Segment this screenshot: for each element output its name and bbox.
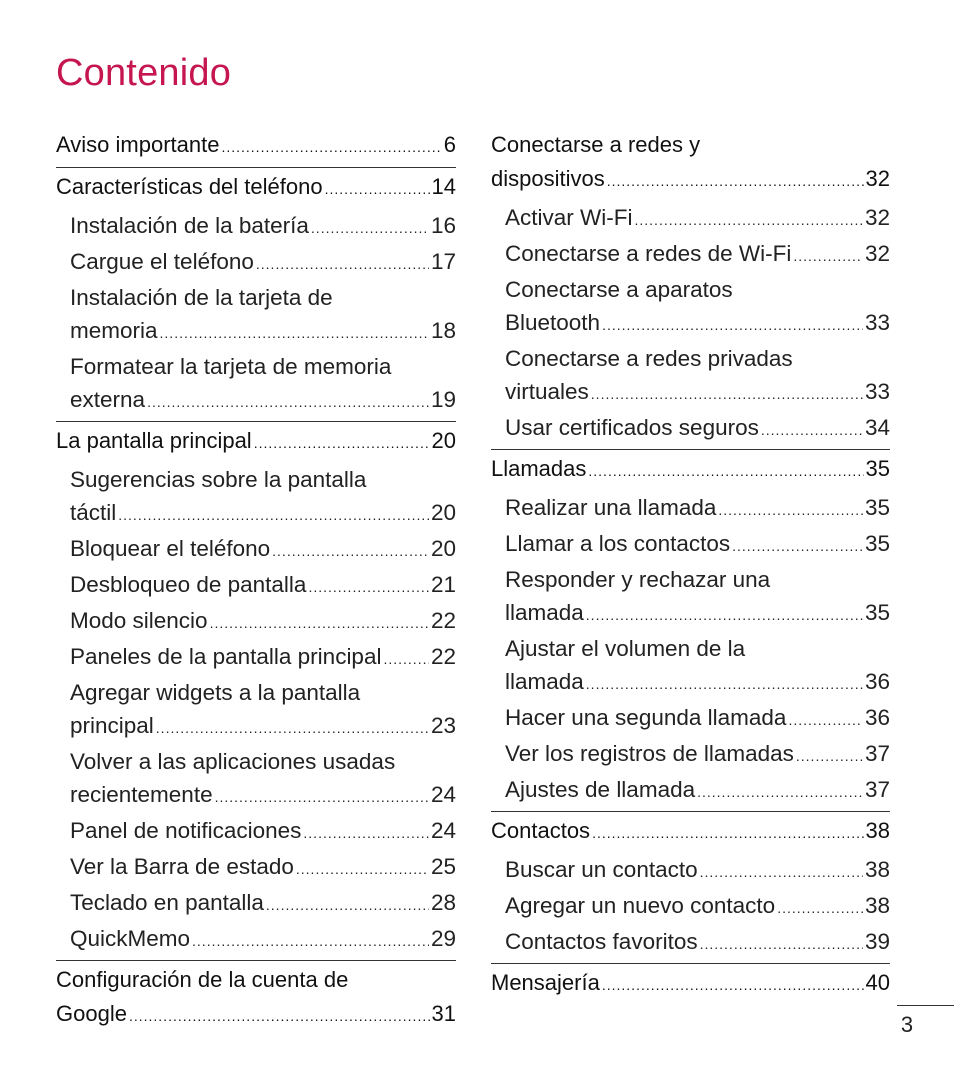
toc-entry-title: Características del teléfono (56, 174, 323, 199)
toc-section (491, 126, 890, 450)
toc-dot-leader (635, 204, 863, 237)
toc-entry[interactable] (56, 568, 456, 604)
toc-entry-title: principal (70, 713, 154, 738)
page-title: Contenido (56, 52, 232, 94)
toc-entry-title: Paneles de la pantalla principal (70, 644, 382, 669)
toc-dot-leader (311, 212, 429, 245)
toc-entry-line (505, 411, 890, 447)
toc-entry-title: Activar Wi-Fi (505, 205, 633, 230)
toc-entry-title: Aviso importante (56, 132, 220, 157)
toc-section-heading[interactable] (491, 964, 890, 1005)
toc-entry-line (505, 306, 890, 342)
toc-dot-leader (586, 599, 863, 632)
toc-entry-title: Google (56, 1001, 127, 1026)
toc-dot-leader (129, 999, 430, 1033)
toc-column-right (491, 126, 890, 1005)
toc-entry-line (491, 966, 890, 1002)
toc-dot-leader (210, 607, 429, 640)
toc-section (491, 812, 890, 964)
toc-entry-title: Llamar a los contactos (505, 531, 731, 556)
toc-section-heading[interactable] (491, 126, 890, 201)
toc-section-heading[interactable] (56, 126, 456, 167)
toc-entry-line (56, 128, 456, 164)
toc-entry[interactable] (491, 491, 890, 527)
toc-dot-leader (160, 317, 429, 350)
toc-dot-leader (697, 776, 863, 809)
toc-entry-line (505, 491, 890, 527)
toc-entry-line (70, 709, 456, 745)
toc-entry[interactable] (56, 640, 456, 676)
toc-page-number: 6 (443, 132, 456, 157)
toc-entry-line (70, 314, 456, 350)
toc-entry-title-line: Conectarse a redes y (491, 132, 701, 157)
toc-section (491, 450, 890, 812)
toc-entry-line (70, 640, 456, 676)
toc-entry-title: Usar certificados seguros (505, 415, 759, 440)
toc-entry-title: Agregar un nuevo contacto (505, 893, 776, 918)
toc-section-heading[interactable] (56, 422, 456, 463)
toc-entry-title: llamada (505, 600, 584, 625)
toc-entry[interactable] (56, 463, 456, 532)
toc-page-number: 19 (430, 387, 456, 412)
toc-entry-title: táctil (70, 500, 117, 525)
toc-dot-leader (308, 571, 429, 604)
toc-entry-line (56, 170, 456, 206)
toc-page-number: 32 (864, 241, 890, 266)
toc-entry[interactable] (491, 701, 890, 737)
toc-dot-leader (793, 240, 863, 273)
toc-entry-title-line: Ajustar el volumen de la (505, 636, 746, 661)
toc-page-number: 34 (864, 415, 890, 440)
toc-dot-leader (700, 856, 863, 889)
toc-entry-title-line: Conectarse a aparatos (505, 277, 733, 302)
toc-dot-leader (266, 889, 429, 922)
toc-entry-title: Mensajería (491, 970, 600, 995)
toc-entry-line (505, 925, 890, 961)
toc-dot-leader (215, 781, 429, 814)
toc-entry[interactable] (491, 563, 890, 632)
toc-section-heading[interactable] (56, 961, 456, 1036)
toc-dot-leader (147, 386, 429, 419)
toc-page-number: 31 (431, 1001, 456, 1026)
toc-entry[interactable] (491, 925, 890, 961)
toc-page-number: 33 (864, 310, 890, 335)
toc-page-number: 38 (864, 893, 890, 918)
toc-section-heading[interactable] (491, 450, 890, 491)
toc-entry[interactable] (491, 853, 890, 889)
toc-entry-title-line: Responder y rechazar una (505, 567, 771, 592)
toc-page-number: 32 (865, 166, 890, 191)
toc-dot-leader (700, 928, 863, 961)
toc-entry-title: Llamadas (491, 456, 587, 481)
toc-entry-title: dispositivos (491, 166, 605, 191)
toc-dot-leader (732, 530, 863, 563)
toc-entry[interactable] (491, 737, 890, 773)
toc-entry-title: recientemente (70, 782, 213, 807)
toc-entry-title-line: Sugerencias sobre la pantalla (70, 467, 367, 492)
toc-entry[interactable] (491, 237, 890, 273)
toc-entry-line (70, 778, 456, 814)
toc-page-number: 25 (430, 854, 456, 879)
toc-section (56, 126, 456, 168)
toc-page-number: 40 (865, 970, 890, 995)
toc-subsection-list (491, 201, 890, 449)
toc-page-number: 28 (430, 890, 456, 915)
toc-page-number: 14 (431, 174, 456, 199)
toc-dot-leader (156, 712, 429, 745)
toc-entry-line (70, 886, 456, 922)
toc-entry-title: Contactos favoritos (505, 929, 698, 954)
toc-entry-title: Conectarse a redes de Wi-Fi (505, 241, 792, 266)
toc-entry-line (491, 452, 890, 488)
toc-entry-title: Bloquear el teléfono (70, 536, 271, 561)
toc-page-number: 35 (864, 600, 890, 625)
toc-entry-line (70, 383, 456, 419)
toc-page-number: 35 (865, 456, 890, 481)
toc-dot-leader (254, 426, 430, 460)
toc-page-number: 16 (430, 213, 456, 238)
toc-entry-line (70, 245, 456, 281)
toc-entry-line (505, 889, 890, 925)
toc-entry[interactable] (56, 604, 456, 640)
toc-page-number: 38 (865, 818, 890, 843)
toc-entry-title-line: Instalación de la tarjeta de (70, 285, 333, 310)
toc-page-number: 35 (864, 495, 890, 520)
toc-entry-title: Teclado en pantalla (70, 890, 264, 915)
toc-section (56, 422, 456, 961)
toc-entry[interactable] (491, 273, 890, 342)
toc-entry[interactable] (56, 850, 456, 886)
toc-entry-line (505, 665, 890, 701)
toc-entry-line (505, 375, 890, 411)
toc-dot-leader (788, 704, 863, 737)
toc-entry-title-line: Configuración de la cuenta de (56, 967, 349, 992)
toc-page-number: 22 (430, 608, 456, 633)
toc-dot-leader (303, 817, 429, 850)
toc-page-number: 24 (430, 782, 456, 807)
toc-page-number: 18 (430, 318, 456, 343)
toc-entry-line (505, 737, 890, 773)
toc-section-heading[interactable] (56, 168, 456, 209)
toc-page-number: 17 (430, 249, 456, 274)
toc-entry-line (70, 604, 456, 640)
toc-page-number: 20 (431, 428, 456, 453)
toc-entry[interactable] (56, 676, 456, 745)
toc-page-number: 33 (864, 379, 890, 404)
toc-entry-line (56, 997, 456, 1033)
toc-entry-title: QuickMemo (70, 926, 191, 951)
toc-entry-line (70, 532, 456, 568)
toc-entry-title: Realizar una llamada (505, 495, 717, 520)
toc-entry[interactable] (491, 411, 890, 447)
toc-entry-title: Buscar un contacto (505, 857, 698, 882)
toc-entry-title: La pantalla principal (56, 428, 252, 453)
toc-dot-leader (602, 968, 864, 1002)
toc-entry-title: Instalación de la batería (70, 213, 309, 238)
toc-entry[interactable] (491, 773, 890, 809)
toc-dot-leader (592, 816, 863, 850)
toc-entry-title: Ver la Barra de estado (70, 854, 294, 879)
toc-entry[interactable] (491, 632, 890, 701)
toc-entry-title-line: Volver a las aplicaciones usadas (70, 749, 396, 774)
toc-entry[interactable] (56, 922, 456, 958)
toc-page-number: 39 (864, 929, 890, 954)
toc-page-number: 35 (864, 531, 890, 556)
toc-page-number: 32 (864, 205, 890, 230)
toc-entry-line (505, 853, 890, 889)
toc-entry[interactable] (56, 281, 456, 350)
toc-page-number: 20 (430, 500, 456, 525)
toc-page-number: 36 (864, 705, 890, 730)
toc-entry-line (491, 814, 890, 850)
toc-entry-title: Ajustes de llamada (505, 777, 696, 802)
toc-entry-line (56, 424, 456, 460)
toc-entry-title: virtuales (505, 379, 589, 404)
toc-entry[interactable] (491, 889, 890, 925)
toc-subsection-list (56, 463, 456, 960)
toc-dot-leader (586, 668, 863, 701)
toc-page-number: 22 (430, 644, 456, 669)
toc-page-number: 29 (430, 926, 456, 951)
toc-dot-leader (607, 164, 864, 198)
footer-divider (897, 1005, 954, 1006)
toc-entry-title: externa (70, 387, 146, 412)
toc-section (491, 964, 890, 1005)
toc-entry[interactable] (491, 527, 890, 563)
toc-entry-title: Panel de notificaciones (70, 818, 302, 843)
toc-dot-leader (383, 643, 429, 676)
toc-entry-title: Contactos (491, 818, 591, 843)
toc-entry-line (70, 496, 456, 532)
toc-entry[interactable] (56, 745, 456, 814)
toc-entry-line (70, 814, 456, 850)
toc-dot-leader (777, 892, 863, 925)
toc-section (56, 961, 456, 1036)
toc-entry-title: llamada (505, 669, 584, 694)
toc-entry-line (505, 701, 890, 737)
toc-dot-leader (296, 853, 429, 886)
toc-entry-line (70, 568, 456, 604)
toc-entry-line (505, 201, 890, 237)
toc-section (56, 168, 456, 422)
toc-entry-line (70, 209, 456, 245)
toc-entry-title: Hacer una segunda llamada (505, 705, 787, 730)
toc-page-number: 24 (430, 818, 456, 843)
toc-entry-title-line: Agregar widgets a la pantalla (70, 680, 361, 705)
toc-entry[interactable] (56, 209, 456, 245)
toc-subsection-list (56, 209, 456, 421)
toc-subsection-list (491, 491, 890, 811)
toc-dot-leader (118, 499, 429, 532)
toc-entry[interactable] (56, 350, 456, 419)
toc-page-number: 37 (864, 777, 890, 802)
toc-entry[interactable] (56, 532, 456, 568)
toc-page-number: 36 (864, 669, 890, 694)
toc-entry-title-line: Conectarse a redes privadas (505, 346, 793, 371)
toc-section-heading[interactable] (491, 812, 890, 853)
toc-entry-title: Cargue el teléfono (70, 249, 254, 274)
toc-entry-line (505, 527, 890, 563)
toc-entry-line (491, 162, 890, 198)
toc-page-number: 20 (430, 536, 456, 561)
toc-entry-line (505, 237, 890, 273)
toc-dot-leader (602, 309, 863, 342)
toc-dot-leader (718, 494, 863, 527)
toc-page-number: 38 (864, 857, 890, 882)
toc-entry-title: Modo silencio (70, 608, 208, 633)
toc-entry-line (70, 850, 456, 886)
toc-entry-title: Desbloqueo de pantalla (70, 572, 307, 597)
toc-entry-line (505, 596, 890, 632)
toc-dot-leader (272, 535, 429, 568)
toc-dot-leader (221, 130, 441, 164)
toc-page-number: 21 (430, 572, 456, 597)
toc-dot-leader (192, 925, 429, 958)
page-number: 3 (900, 1012, 914, 1037)
toc-entry-title: Ver los registros de llamadas (505, 741, 794, 766)
toc-entry-title: memoria (70, 318, 158, 343)
toc-entry[interactable] (56, 886, 456, 922)
toc-dot-leader (256, 248, 429, 281)
toc-subsection-list (491, 853, 890, 963)
toc-entry[interactable] (56, 245, 456, 281)
toc-column-left (56, 126, 456, 1036)
toc-page-number: 37 (864, 741, 890, 766)
toc-dot-leader (761, 414, 863, 447)
toc-entry[interactable] (491, 201, 890, 237)
toc-entry-title-line: Formatear la tarjeta de memoria (70, 354, 392, 379)
toc-dot-leader (325, 172, 430, 206)
toc-entry-line (70, 922, 456, 958)
toc-entry[interactable] (491, 342, 890, 411)
toc-entry-line (505, 773, 890, 809)
toc-dot-leader (588, 454, 863, 488)
toc-dot-leader (591, 378, 863, 411)
toc-entry-title: Bluetooth (505, 310, 601, 335)
toc-dot-leader (796, 740, 863, 773)
toc-page-number: 23 (430, 713, 456, 738)
toc-entry[interactable] (56, 814, 456, 850)
